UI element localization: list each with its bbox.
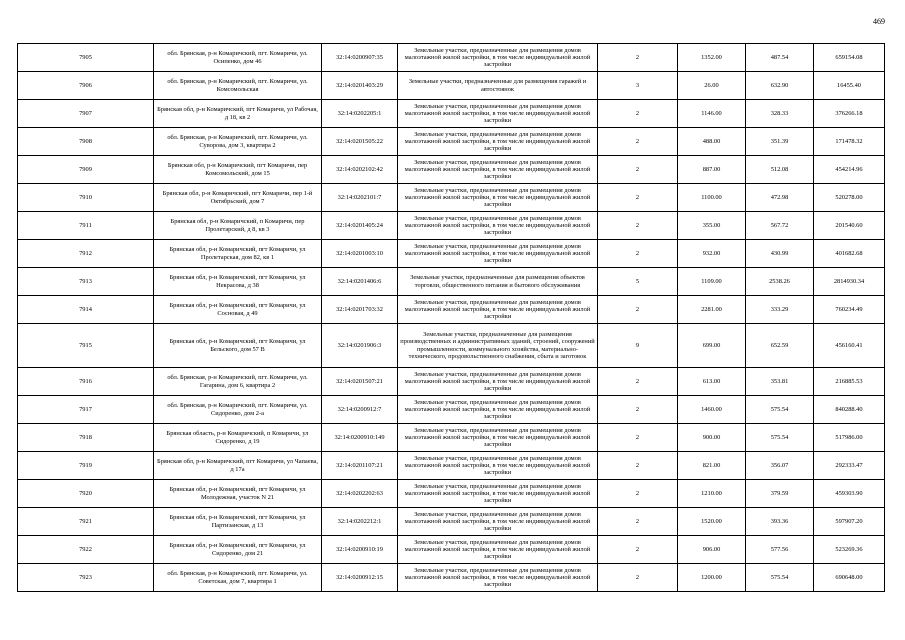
row-number: 7917 bbox=[18, 396, 154, 424]
table-row bbox=[18, 324, 885, 368]
specific-value-cell: 379.59 bbox=[746, 480, 814, 508]
use-group-cell: 2 bbox=[598, 452, 678, 480]
area-cell: 699.00 bbox=[678, 324, 746, 368]
cadastral-number-cell: 32:14:0201403:29 bbox=[322, 72, 398, 100]
area-cell: 1210.00 bbox=[678, 480, 746, 508]
address-cell: Брянская обл, р-н Комаричский, пгт Комаричи, пер 1-й Октябрьский, дом 7 bbox=[154, 184, 322, 212]
table-body bbox=[18, 44, 885, 592]
row-number: 7911 bbox=[18, 212, 154, 240]
use-group-cell: 2 bbox=[598, 240, 678, 268]
use-group-cell: 9 bbox=[598, 324, 678, 368]
use-group-cell: 2 bbox=[598, 424, 678, 452]
cadastral-value-cell: 376266.18 bbox=[814, 100, 885, 128]
cadastral-value-cell: 520278.00 bbox=[814, 184, 885, 212]
use-group-cell: 2 bbox=[598, 564, 678, 592]
use-group-cell: 2 bbox=[598, 100, 678, 128]
table-row bbox=[18, 368, 885, 396]
area-cell: 887.00 bbox=[678, 156, 746, 184]
page-number: 469 bbox=[873, 17, 885, 26]
cadastral-value-cell: 16455.40 bbox=[814, 72, 885, 100]
use-group-cell: 2 bbox=[598, 156, 678, 184]
cadastral-number-cell: 32:14:0201703:32 bbox=[322, 296, 398, 324]
specific-value-cell: 2538.26 bbox=[746, 268, 814, 296]
cadastral-value-cell: 517986.00 bbox=[814, 424, 885, 452]
specific-value-cell: 333.29 bbox=[746, 296, 814, 324]
address-cell: Брянская обл, р-н Комаричский, пгт Комаричи, ул Молодежная, участок N 21 bbox=[154, 480, 322, 508]
table-row bbox=[18, 240, 885, 268]
cadastral-number-cell: 32:14:0201406:6 bbox=[322, 268, 398, 296]
table-row bbox=[18, 396, 885, 424]
table-row bbox=[18, 424, 885, 452]
permitted-use-cell: Земельные участки, предназначенные для размещения домов малоэтажной жилой застройки, в том числе индивидуальной жилой застройки bbox=[398, 564, 598, 592]
use-group-cell: 2 bbox=[598, 44, 678, 72]
permitted-use-cell: Земельные участки, предназначенные для размещения домов малоэтажной жилой застройки, в том числе индивидуальной жилой застройки bbox=[398, 44, 598, 72]
row-number: 7910 bbox=[18, 184, 154, 212]
address-cell: Брянская область, р-н Комаричский, п Комаричи, ул Сидоренко, д 19 bbox=[154, 424, 322, 452]
address-cell: Брянская обл, р-н Комаричский, пгт Комаричи, ул Сосновая, д 49 bbox=[154, 296, 322, 324]
table-row bbox=[18, 44, 885, 72]
cadastral-value-cell: 456160.41 bbox=[814, 324, 885, 368]
area-cell: 906.00 bbox=[678, 536, 746, 564]
area-cell: 1200.00 bbox=[678, 564, 746, 592]
row-number: 7921 bbox=[18, 508, 154, 536]
area-cell: 821.00 bbox=[678, 452, 746, 480]
table-row bbox=[18, 128, 885, 156]
permitted-use-cell: Земельные участки, предназначенные для размещения домов малоэтажной жилой застройки, в том числе индивидуальной жилой застройки bbox=[398, 212, 598, 240]
permitted-use-cell: Земельные участки, предназначенные для размещения домов малоэтажной жилой застройки, в том числе индивидуальной жилой застройки bbox=[398, 424, 598, 452]
specific-value-cell: 487.54 bbox=[746, 44, 814, 72]
cadastral-number-cell: 32:14:0201505:22 bbox=[322, 128, 398, 156]
specific-value-cell: 575.54 bbox=[746, 396, 814, 424]
row-number: 7915 bbox=[18, 324, 154, 368]
table-row bbox=[18, 72, 885, 100]
address-cell: Брянская обл, р-н Комаричский, пгт Комаричи, ул Партизанская, д 13 bbox=[154, 508, 322, 536]
specific-value-cell: 632.90 bbox=[746, 72, 814, 100]
cadastral-number-cell: 32:14:0201003:10 bbox=[322, 240, 398, 268]
cadastral-number-cell: 32:14:0201906:3 bbox=[322, 324, 398, 368]
address-cell: Брянская обл, р-н Комаричский, п Комаричи, пер Пролетарский, д 8, кв 3 bbox=[154, 212, 322, 240]
cadastral-value-cell: 459303.90 bbox=[814, 480, 885, 508]
table-row bbox=[18, 296, 885, 324]
table-row bbox=[18, 184, 885, 212]
address-cell: Брянская обл, р-н Комаричский, пгт Комаричи, ул Некрасова, д 38 bbox=[154, 268, 322, 296]
row-number: 7919 bbox=[18, 452, 154, 480]
cadastral-number-cell: 32:14:0201507:21 bbox=[322, 368, 398, 396]
area-cell: 26.00 bbox=[678, 72, 746, 100]
table-row bbox=[18, 452, 885, 480]
cadastral-number-cell: 32:14:0200912:15 bbox=[322, 564, 398, 592]
use-group-cell: 2 bbox=[598, 396, 678, 424]
address-cell: Брянская обл, р-н Комаричский, пгт Комаричи, ул Рабочая, д 18, кв 2 bbox=[154, 100, 322, 128]
specific-value-cell: 575.54 bbox=[746, 424, 814, 452]
area-cell: 1146.00 bbox=[678, 100, 746, 128]
specific-value-cell: 328.33 bbox=[746, 100, 814, 128]
specific-value-cell: 512.08 bbox=[746, 156, 814, 184]
row-number: 7909 bbox=[18, 156, 154, 184]
specific-value-cell: 351.39 bbox=[746, 128, 814, 156]
cadastral-number-cell: 32:14:0202205:1 bbox=[322, 100, 398, 128]
row-number: 7913 bbox=[18, 268, 154, 296]
cadastral-number-cell: 32:14:0201405:24 bbox=[322, 212, 398, 240]
table-row bbox=[18, 564, 885, 592]
cadastral-value-cell: 216885.53 bbox=[814, 368, 885, 396]
permitted-use-cell: Земельные участки, предназначенные для размещения домов малоэтажной жилой застройки, в том числе индивидуальной жилой застройки bbox=[398, 396, 598, 424]
cadastral-value-cell: 2814930.34 bbox=[814, 268, 885, 296]
specific-value-cell: 472.98 bbox=[746, 184, 814, 212]
use-group-cell: 2 bbox=[598, 508, 678, 536]
use-group-cell: 2 bbox=[598, 368, 678, 396]
cadastral-value-cell: 597907.20 bbox=[814, 508, 885, 536]
address-cell: обл. Брянская, р-н Комаричский, пгт. Комаричи, ул. Комсомольская bbox=[154, 72, 322, 100]
specific-value-cell: 567.72 bbox=[746, 212, 814, 240]
area-cell: 1460.00 bbox=[678, 396, 746, 424]
address-cell: обл. Брянская, р-н Комаричский, пгт. Комаричи, ул. Суворова, дом 3, квартира 2 bbox=[154, 128, 322, 156]
permitted-use-cell: Земельные участки, предназначенные для размещения домов малоэтажной жилой застройки, в том числе индивидуальной жилой застройки bbox=[398, 452, 598, 480]
specific-value-cell: 577.56 bbox=[746, 536, 814, 564]
cadastral-value-cell: 659154.08 bbox=[814, 44, 885, 72]
area-cell: 900.00 bbox=[678, 424, 746, 452]
cadastral-number-cell: 32:14:0200912:7 bbox=[322, 396, 398, 424]
specific-value-cell: 430.99 bbox=[746, 240, 814, 268]
permitted-use-cell: Земельные участки, предназначенные для размещения гаражей и автостоянок bbox=[398, 72, 598, 100]
address-cell: Брянская обл, р-н Комаричский, пгт Комаричи, ул Бельского, дом 57 В bbox=[154, 324, 322, 368]
cadastral-value-cell: 690648.00 bbox=[814, 564, 885, 592]
row-number: 7907 bbox=[18, 100, 154, 128]
address-cell: обл. Брянская, р-н Комаричский, пгт. Комаричи, ул. Гагарина, дом 6, квартира 2 bbox=[154, 368, 322, 396]
cadastral-number-cell: 32:14:0202102:42 bbox=[322, 156, 398, 184]
cadastral-value-cell: 171478.32 bbox=[814, 128, 885, 156]
address-cell: обл. Брянская, р-н Комаричский, пгт. Комаричи, ул. Сидоренко, дом 2-а bbox=[154, 396, 322, 424]
area-cell: 1109.00 bbox=[678, 268, 746, 296]
cadastral-number-cell: 32:14:0201107:21 bbox=[322, 452, 398, 480]
permitted-use-cell: Земельные участки, предназначенные для размещения домов малоэтажной жилой застройки, в том числе индивидуальной жилой застройки bbox=[398, 100, 598, 128]
permitted-use-cell: Земельные участки, предназначенные для размещения домов малоэтажной жилой застройки, в том числе индивидуальной жилой застройки bbox=[398, 480, 598, 508]
permitted-use-cell: Земельные участки, предназначенные для размещения домов малоэтажной жилой застройки, в том числе индивидуальной жилой застройки bbox=[398, 296, 598, 324]
area-cell: 488.00 bbox=[678, 128, 746, 156]
specific-value-cell: 356.07 bbox=[746, 452, 814, 480]
cadastral-value-cell: 292333.47 bbox=[814, 452, 885, 480]
address-cell: обл. Брянская, р-н Комаричский, пгт. Комаричи, ул. Осипенко, дом 46 bbox=[154, 44, 322, 72]
area-cell: 932.00 bbox=[678, 240, 746, 268]
address-cell: обл. Брянская, р-н Комаричский, пгт. Комаричи, ул. Советская, дом 7, квартира 1 bbox=[154, 564, 322, 592]
table-row bbox=[18, 100, 885, 128]
cadastral-value-table bbox=[17, 43, 885, 592]
use-group-cell: 2 bbox=[598, 184, 678, 212]
use-group-cell: 2 bbox=[598, 212, 678, 240]
table-row bbox=[18, 156, 885, 184]
cadastral-value-cell: 454214.96 bbox=[814, 156, 885, 184]
cadastral-number-cell: 32:14:0202202:63 bbox=[322, 480, 398, 508]
cadastral-value-cell: 840288.40 bbox=[814, 396, 885, 424]
permitted-use-cell: Земельные участки, предназначенные для размещения домов малоэтажной жилой застройки, в том числе индивидуальной жилой застройки bbox=[398, 368, 598, 396]
row-number: 7923 bbox=[18, 564, 154, 592]
table-row bbox=[18, 212, 885, 240]
cadastral-number-cell: 32:14:0202212:1 bbox=[322, 508, 398, 536]
area-cell: 2281.00 bbox=[678, 296, 746, 324]
permitted-use-cell: Земельные участки, предназначенные для размещения домов малоэтажной жилой застройки, в том числе индивидуальной жилой застройки bbox=[398, 184, 598, 212]
address-cell: Брянская обл, р-н Комаричский, пгт Комаричи, ул Пролетарская, дом 82, кв 1 bbox=[154, 240, 322, 268]
cadastral-value-cell: 760234.49 bbox=[814, 296, 885, 324]
table-row bbox=[18, 536, 885, 564]
cadastral-value-cell: 523269.36 bbox=[814, 536, 885, 564]
table-row bbox=[18, 268, 885, 296]
permitted-use-cell: Земельные участки, предназначенные для размещения домов малоэтажной жилой застройки, в том числе индивидуальной жилой застройки bbox=[398, 156, 598, 184]
address-cell: Брянская обл, р-н Комаричский, пгт Комаричи, ул Чапаева, д 17а bbox=[154, 452, 322, 480]
table-row bbox=[18, 508, 885, 536]
cadastral-value-cell: 401682.68 bbox=[814, 240, 885, 268]
area-cell: 1352.00 bbox=[678, 44, 746, 72]
area-cell: 355.00 bbox=[678, 212, 746, 240]
specific-value-cell: 575.54 bbox=[746, 564, 814, 592]
use-group-cell: 5 bbox=[598, 268, 678, 296]
use-group-cell: 2 bbox=[598, 296, 678, 324]
specific-value-cell: 393.36 bbox=[746, 508, 814, 536]
address-cell: Брянская обл, р-н Комаричский, пгт Комаричи, пер Комсомольский, дом 15 bbox=[154, 156, 322, 184]
row-number: 7914 bbox=[18, 296, 154, 324]
table-row bbox=[18, 480, 885, 508]
row-number: 7908 bbox=[18, 128, 154, 156]
permitted-use-cell: Земельные участки, предназначенные для размещения домов малоэтажной жилой застройки, в том числе индивидуальной жилой застройки bbox=[398, 536, 598, 564]
cadastral-number-cell: 32:14:0200907:35 bbox=[322, 44, 398, 72]
row-number: 7922 bbox=[18, 536, 154, 564]
area-cell: 1100.00 bbox=[678, 184, 746, 212]
use-group-cell: 2 bbox=[598, 480, 678, 508]
area-cell: 1520.00 bbox=[678, 508, 746, 536]
cadastral-number-cell: 32:14:0200910:19 bbox=[322, 536, 398, 564]
permitted-use-cell: Земельные участки, предназначенные для размещения производственных и административных зданий, строений, сооружений промышленности, коммунального хозяйства, материально-технического, продовольственного снабжения, сбыта и заготовок bbox=[398, 324, 598, 368]
specific-value-cell: 353.81 bbox=[746, 368, 814, 396]
row-number: 7918 bbox=[18, 424, 154, 452]
permitted-use-cell: Земельные участки, предназначенные для размещения домов малоэтажной жилой застройки, в том числе индивидуальной жилой застройки bbox=[398, 128, 598, 156]
row-number: 7906 bbox=[18, 72, 154, 100]
address-cell: Брянская обл, р-н Комаричский, пгт Комаричи, ул Сидоренко, дом 21 bbox=[154, 536, 322, 564]
row-number: 7920 bbox=[18, 480, 154, 508]
permitted-use-cell: Земельные участки, предназначенные для размещения объектов торговли, общественного питания и бытового обслуживания bbox=[398, 268, 598, 296]
permitted-use-cell: Земельные участки, предназначенные для размещения домов малоэтажной жилой застройки, в том числе индивидуальной жилой застройки bbox=[398, 240, 598, 268]
use-group-cell: 2 bbox=[598, 536, 678, 564]
row-number: 7905 bbox=[18, 44, 154, 72]
cadastral-number-cell: 32:14:0200910:149 bbox=[322, 424, 398, 452]
specific-value-cell: 652.59 bbox=[746, 324, 814, 368]
cadastral-value-cell: 201540.60 bbox=[814, 212, 885, 240]
cadastral-number-cell: 32:14:0202101:7 bbox=[322, 184, 398, 212]
area-cell: 613.00 bbox=[678, 368, 746, 396]
permitted-use-cell: Земельные участки, предназначенные для размещения домов малоэтажной жилой застройки, в том числе индивидуальной жилой застройки bbox=[398, 508, 598, 536]
row-number: 7912 bbox=[18, 240, 154, 268]
row-number: 7916 bbox=[18, 368, 154, 396]
use-group-cell: 3 bbox=[598, 72, 678, 100]
use-group-cell: 2 bbox=[598, 128, 678, 156]
